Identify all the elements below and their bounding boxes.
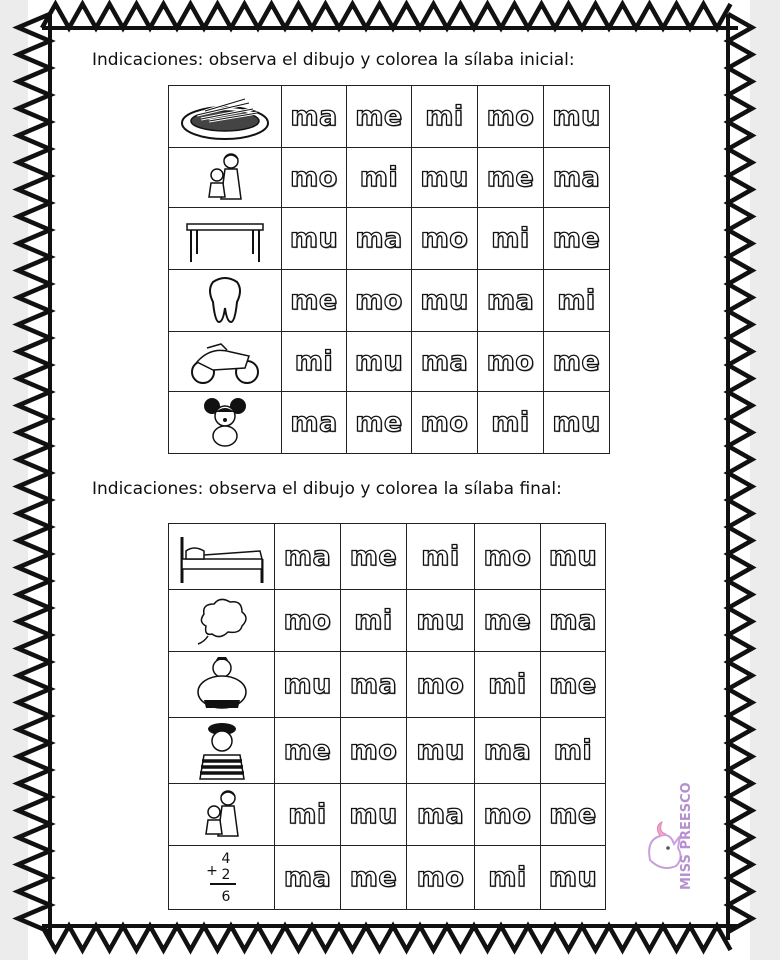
- grid-row: [169, 846, 606, 910]
- grid-row: [169, 784, 606, 846]
- syllable-cell[interactable]: mu: [282, 208, 347, 270]
- syllable-cell[interactable]: mu: [541, 524, 606, 590]
- syllable-cell[interactable]: mo: [478, 332, 544, 392]
- syllable-cell[interactable]: mo: [407, 846, 475, 910]
- syllable-cell[interactable]: me: [478, 148, 544, 208]
- syllable-cell[interactable]: mi: [478, 392, 544, 454]
- syllable-cell[interactable]: ma: [282, 392, 347, 454]
- syllable-cell[interactable]: mu: [544, 86, 610, 148]
- syllable-cell[interactable]: me: [541, 784, 606, 846]
- grid-row: [169, 590, 606, 652]
- syllable-cell[interactable]: mi: [478, 208, 544, 270]
- bed-icon: [174, 529, 270, 585]
- syllable-cell[interactable]: ma: [475, 718, 541, 784]
- syllable-cell[interactable]: mo: [412, 392, 478, 454]
- syllable-cell[interactable]: ma: [275, 524, 341, 590]
- motorcycle-icon: [187, 338, 263, 386]
- syllable-cell[interactable]: mi: [347, 148, 412, 208]
- picture-cell: [169, 332, 282, 392]
- mother-child-icon: [197, 151, 253, 205]
- syllable-cell[interactable]: mi: [541, 718, 606, 784]
- unicorn-icon: [649, 822, 680, 868]
- svg-text:4: 4: [221, 850, 230, 867]
- grid-row: [169, 86, 610, 148]
- grid-row: [169, 148, 610, 208]
- syllable-cell[interactable]: mu: [275, 652, 341, 718]
- grid-row: [169, 652, 606, 718]
- syllable-cell[interactable]: mu: [541, 846, 606, 910]
- syllable-cell[interactable]: mo: [475, 784, 541, 846]
- mother-child-icon: [194, 788, 250, 842]
- syllable-cell[interactable]: mi: [544, 270, 610, 332]
- syllable-cell[interactable]: mu: [412, 270, 478, 332]
- syllable-cell[interactable]: me: [475, 590, 541, 652]
- syllable-grid-final: [168, 523, 606, 910]
- grid-row: [169, 524, 606, 590]
- syllable-cell[interactable]: me: [282, 270, 347, 332]
- syllable-cell[interactable]: mi: [412, 86, 478, 148]
- picture-cell: [169, 652, 275, 718]
- grid-row: [169, 718, 606, 784]
- picture-cell: [169, 270, 282, 332]
- syllable-cell[interactable]: ma: [347, 208, 412, 270]
- instruction-final: Indicaciones: observa el dibujo y colorea la sílaba final:: [92, 479, 562, 499]
- syllable-cell[interactable]: ma: [541, 590, 606, 652]
- syllable-cell[interactable]: mo: [475, 524, 541, 590]
- picture-cell: [169, 846, 275, 910]
- svg-text:+: +: [205, 862, 218, 879]
- syllable-cell[interactable]: mu: [407, 718, 475, 784]
- svg-text:6: 6: [221, 888, 230, 905]
- picture-cell: [169, 148, 282, 208]
- grid-row: [169, 392, 610, 454]
- smoke-cloud-icon: [192, 596, 252, 646]
- syllable-cell[interactable]: me: [341, 846, 407, 910]
- syllable-cell[interactable]: mu: [347, 332, 412, 392]
- syllable-cell[interactable]: ma: [407, 784, 475, 846]
- syllable-cell[interactable]: mu: [341, 784, 407, 846]
- picture-cell: [169, 784, 275, 846]
- syllable-cell[interactable]: mo: [478, 86, 544, 148]
- syllable-cell[interactable]: mo: [407, 652, 475, 718]
- syllable-cell[interactable]: me: [544, 208, 610, 270]
- syllable-cell[interactable]: mi: [407, 524, 475, 590]
- syllable-cell[interactable]: ma: [275, 846, 341, 910]
- sumo-wrestler-icon: [190, 656, 254, 714]
- syllable-cell[interactable]: mi: [475, 652, 541, 718]
- syllable-cell[interactable]: mu: [407, 590, 475, 652]
- syllable-cell[interactable]: me: [341, 524, 407, 590]
- syllable-cell[interactable]: ma: [478, 270, 544, 332]
- picture-cell: [169, 524, 275, 590]
- tooth-icon: [205, 276, 245, 326]
- picture-cell: [169, 590, 275, 652]
- syllable-cell[interactable]: me: [541, 652, 606, 718]
- grid-row: [169, 270, 610, 332]
- picture-cell: [169, 718, 275, 784]
- svg-text:2: 2: [221, 866, 230, 883]
- syllable-cell[interactable]: me: [544, 332, 610, 392]
- syllable-cell[interactable]: mo: [341, 718, 407, 784]
- brand-watermark: [640, 740, 702, 900]
- grid-row: [169, 208, 610, 270]
- picture-cell: [169, 86, 282, 148]
- plate-food-icon: [179, 91, 271, 143]
- instruction-initial: Indicaciones: observa el dibujo y colorea la sílaba inicial:: [92, 50, 575, 70]
- mickey-mouse-icon: [202, 396, 248, 450]
- syllable-cell[interactable]: ma: [412, 332, 478, 392]
- syllable-cell[interactable]: me: [347, 86, 412, 148]
- syllable-cell[interactable]: mu: [412, 148, 478, 208]
- brand-text: MISS PREESCO: [679, 782, 694, 890]
- syllable-cell[interactable]: mo: [412, 208, 478, 270]
- table-icon: [181, 214, 269, 264]
- grid-row: [169, 332, 610, 392]
- syllable-cell[interactable]: mo: [275, 590, 341, 652]
- syllable-cell[interactable]: mi: [275, 784, 341, 846]
- syllable-cell[interactable]: mo: [347, 270, 412, 332]
- syllable-cell[interactable]: me: [347, 392, 412, 454]
- sum-icon: [202, 849, 242, 907]
- syllable-cell[interactable]: mi: [341, 590, 407, 652]
- syllable-cell[interactable]: mi: [475, 846, 541, 910]
- syllable-grid-initial: [168, 85, 610, 454]
- syllable-cell[interactable]: mu: [544, 392, 610, 454]
- syllable-cell[interactable]: mo: [282, 148, 347, 208]
- picture-cell: [169, 208, 282, 270]
- syllable-cell[interactable]: mi: [282, 332, 347, 392]
- syllable-cell[interactable]: me: [275, 718, 341, 784]
- syllable-cell[interactable]: ma: [282, 86, 347, 148]
- syllable-cell[interactable]: ma: [341, 652, 407, 718]
- picture-cell: [169, 392, 282, 454]
- syllable-cell[interactable]: ma: [544, 148, 610, 208]
- mime-icon: [194, 721, 250, 781]
